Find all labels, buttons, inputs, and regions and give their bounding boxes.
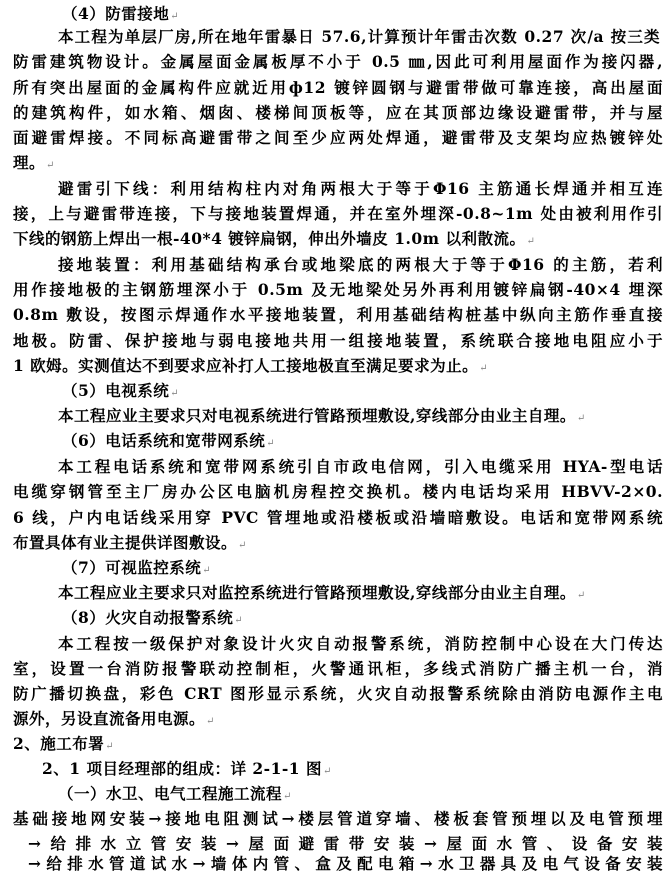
- paragraph-line: 1 欧姆。实测值达不到要求应补打人工接地极直至满足要求为止。↵: [13, 356, 489, 375]
- flow-line: 基础接地网安装→接地电阻测试→楼层管道穿墙、楼板套管预埋以及电管预埋: [13, 809, 663, 828]
- paragraph-line: 0.8m 敷设，按图示焊通作水平接地装置，利用基础结构桩基中纵向主筋作垂直接: [13, 305, 663, 324]
- paragraph-line: 避雷引下线：利用结构柱内对角两根大于等于Φ16 主筋通长焊通并相互连: [58, 179, 663, 198]
- paragraph-line: 的建筑构件，如水箱、烟囱、楼梯间顶板等，应在其顶部边缘设避雷带，并与屋: [13, 103, 663, 122]
- paragraph-line: 面避雷焊接。不同标高避雷带之间至少应两处焊通，避雷带及支架均应热镀锌处: [13, 128, 663, 147]
- paragraph-line: 接地装置：利用基础结构承台或地梁底的两根大于等于Φ16 的主筋，若利: [58, 255, 663, 274]
- paragraph-line: 本工程应业主要求只对电视系统进行管路预埋敷设,穿线部分由业主自理。↵: [58, 406, 586, 425]
- heading-tv-system: （5）电视系统↵: [62, 381, 180, 400]
- paragraph-line: 下线的钢筋上焊出一根-40*4 镀锌扁钢，伸出外墙皮 1.0m 以利散流。↵: [13, 229, 536, 248]
- heading-project-department: 2、1 项目经理部的组成：详 2-1-1 图↵: [42, 759, 332, 778]
- paragraph-line: 6 线，户内电话线采用穿 PVC 管埋地或沿楼板或沿墙暗敷设。电话和宽带网系统: [13, 508, 663, 527]
- heading-construction-flow: （一）水卫、电气工程施工流程↵: [58, 784, 292, 803]
- heading-phone-broadband: （6）电话系统和宽带网系统↵: [62, 431, 276, 450]
- paragraph-line: 本工程应业主要求只对监控系统进行管路预埋敷设,穿线部分由业主自理。↵: [58, 583, 586, 602]
- paragraph-line: 理。↵: [13, 153, 55, 172]
- paragraph-line: 所有突出屋面的金属构件应就近用ф12 镀锌圆钢与避雷带做可靠连接，高出屋面: [13, 78, 663, 97]
- paragraph-line: 电缆穿钢管至主厂房办公区电脑机房程控交换机。楼内电话均采用 HBVV-2×0.: [13, 482, 663, 501]
- paragraph-line: 本工程为单层厂房,所在地年雷暴日 57.6,计算预计年雷击次数 0.27 次/a 按三类: [58, 27, 660, 46]
- paragraph-line: 防雷建筑物设计。金属屋面金属板厚不小于 0.5 ㎜,因此可利用屋面作为接闪器,: [13, 52, 663, 71]
- heading-video-surveillance: （7）可视监控系统↵: [62, 558, 212, 577]
- paragraph-line: 本工程电话系统和宽带网系统引自市政电信网，引入电缆采用 HYA-型电话: [58, 457, 663, 476]
- heading-fire-alarm: （8）火灾自动报警系统↵: [62, 608, 244, 627]
- paragraph-line: 室，设置一台消防报警联动控制柜，火警通讯柜，多线式消防广播主机一台，消: [13, 659, 663, 678]
- flow-line: →给排水立管安装→屋面避雷带安装→屋面水管、设备安装: [28, 834, 663, 853]
- paragraph-line: 用作接地极的主钢筋埋深小于 0.5m 及无地梁处另外再利用镀锌扁钢-40×4 埋深: [13, 280, 663, 299]
- paragraph-line: 本工程按一级保护对象设计火灾自动报警系统，消防控制中心设在大门传达: [58, 634, 663, 653]
- paragraph-line: 防广播切换盘，彩色 CRT 图形显示系统，火灾自动报警系统除由消防电源作主电: [13, 684, 663, 703]
- heading-lightning-grounding: （4）防雷接地↵: [62, 4, 180, 23]
- paragraph-line: 布置具体有业主提供详图敷设。↵: [13, 533, 247, 552]
- heading-construction-layout: 2、施工布署↵: [13, 734, 115, 753]
- paragraph-line: 地极。防雷、保护接地与弱电接地共用一组接地装置，系统联合接地电阻应小于: [13, 331, 663, 350]
- flow-line: →给排水管道试水→墙体内管、盒及配电箱→水卫器具及电气设备安装: [28, 854, 663, 873]
- paragraph-line: 源外，另设直流备用电源。↵: [13, 709, 215, 728]
- paragraph-line: 接，上与避雷带连接，下与接地装置焊通，并在室外埋深-0.8~1m 处由被利用作引: [13, 204, 663, 223]
